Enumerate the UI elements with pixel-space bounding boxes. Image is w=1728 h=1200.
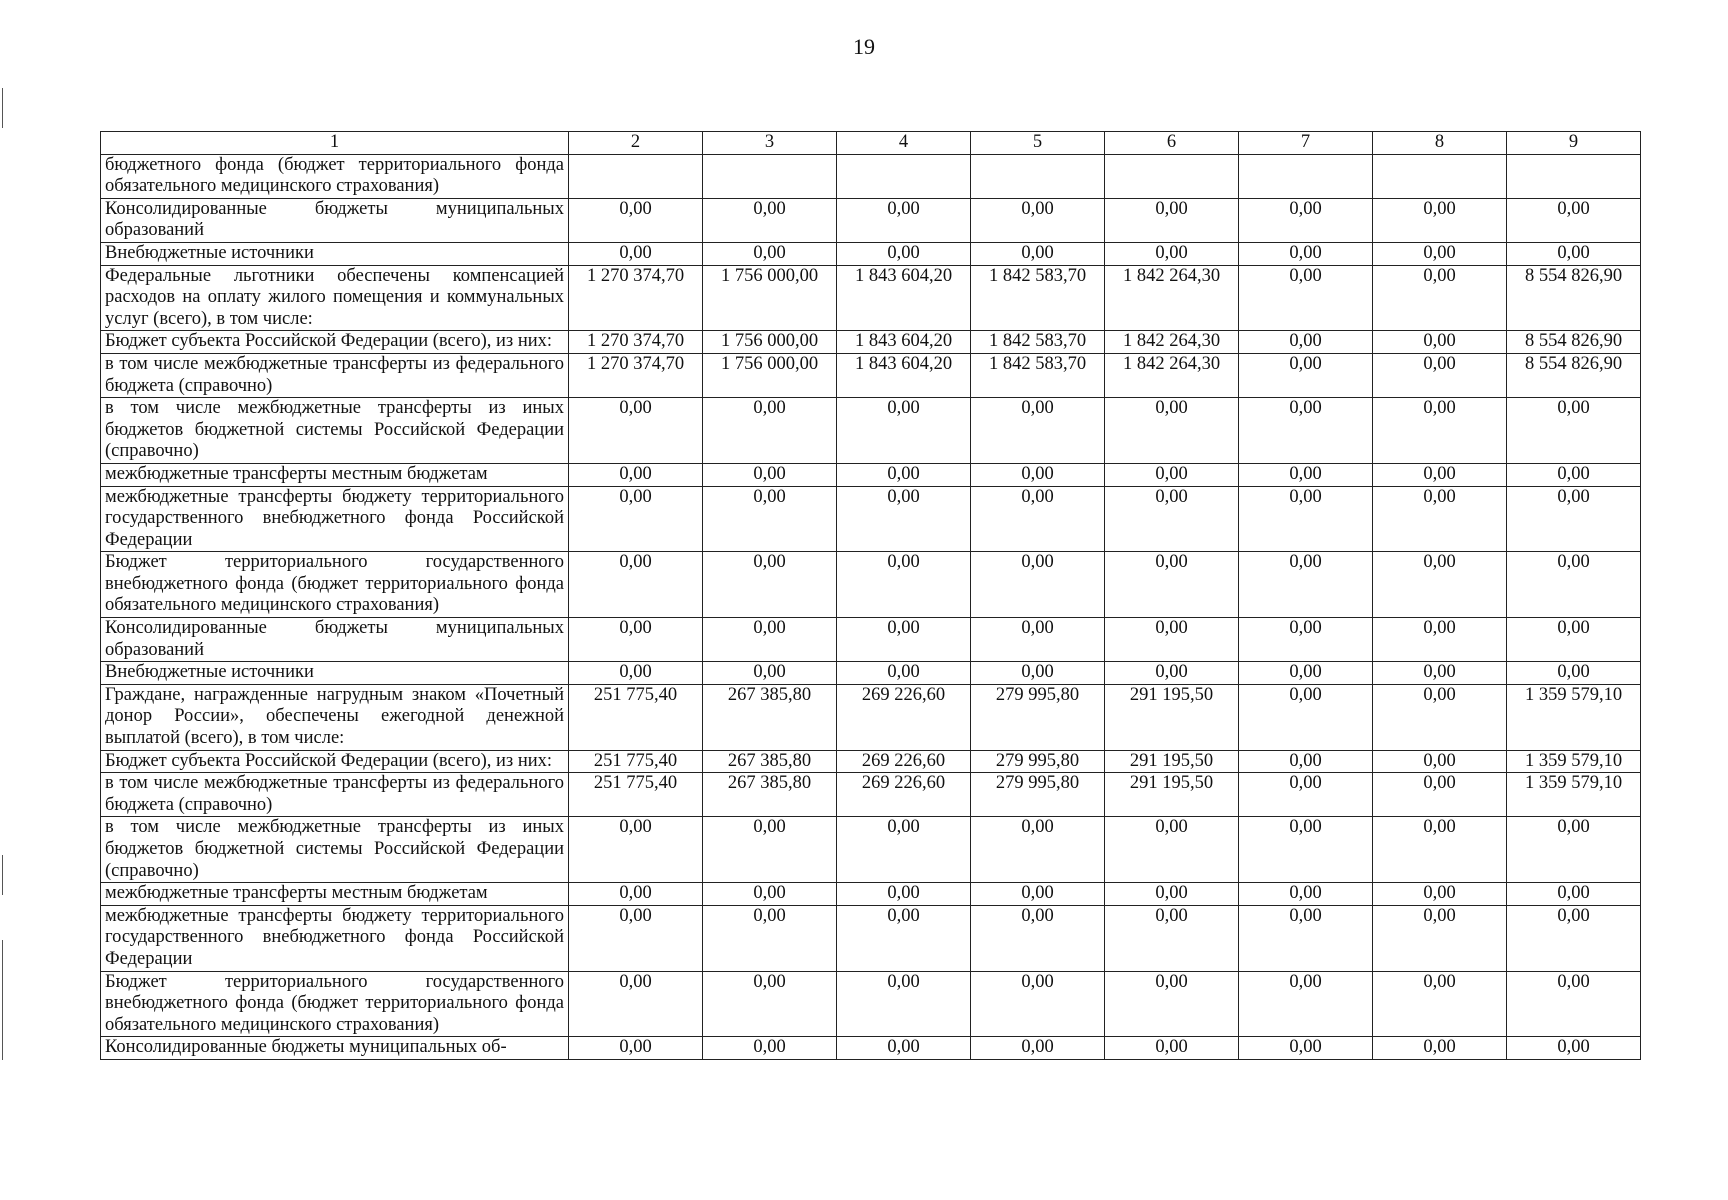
value-cell: 0,00 [1373, 905, 1507, 971]
value-cell: 1 842 583,70 [971, 353, 1105, 397]
value-cell: 0,00 [703, 398, 837, 464]
row-label: межбюджетные трансферты местным бюджетам [101, 883, 569, 906]
table-row [101, 971, 1641, 1037]
value-cell: 0,00 [1239, 486, 1373, 552]
value-cell: 0,00 [1373, 198, 1507, 242]
value-cell: 0,00 [1105, 662, 1239, 685]
column-number-header: 9 [1507, 132, 1641, 155]
value-cell: 1 270 374,70 [569, 331, 703, 354]
value-cell: 0,00 [837, 552, 971, 618]
value-cell: 0,00 [1373, 618, 1507, 662]
value-cell: 0,00 [1239, 463, 1373, 486]
value-cell: 0,00 [1239, 618, 1373, 662]
value-cell: 291 195,50 [1105, 773, 1239, 817]
value-cell: 0,00 [1239, 1037, 1373, 1060]
row-label: Консолидированные бюджеты муниципальных об- [101, 1037, 569, 1060]
value-cell: 0,00 [971, 552, 1105, 618]
scan-edge-mark [2, 855, 3, 895]
table-row [101, 552, 1641, 618]
value-cell: 0,00 [1239, 750, 1373, 773]
row-label: Консолидированные бюджеты муниципальных образований [101, 198, 569, 242]
value-cell: 279 995,80 [971, 773, 1105, 817]
value-cell: 1 756 000,00 [703, 265, 837, 331]
value-cell: 279 995,80 [971, 684, 1105, 750]
table-body [101, 132, 1641, 1060]
table-row [101, 750, 1641, 773]
value-cell: 0,00 [1373, 684, 1507, 750]
table-row [101, 773, 1641, 817]
value-cell: 0,00 [837, 971, 971, 1037]
value-cell: 0,00 [1105, 242, 1239, 265]
value-cell: 269 226,60 [837, 684, 971, 750]
value-cell: 0,00 [1373, 552, 1507, 618]
value-cell: 251 775,40 [569, 773, 703, 817]
value-cell: 0,00 [1507, 817, 1641, 883]
value-cell: 0,00 [971, 398, 1105, 464]
value-cell: 269 226,60 [837, 750, 971, 773]
row-label: в том числе межбюджетные трансферты из иных бюджетов бюджетной системы Российской Федерации (справочно) [101, 398, 569, 464]
value-cell: 0,00 [837, 198, 971, 242]
value-cell: 0,00 [1373, 971, 1507, 1037]
table-row [101, 1037, 1641, 1060]
value-cell: 0,00 [837, 905, 971, 971]
table-row [101, 486, 1641, 552]
scan-edge-mark [2, 88, 3, 128]
value-cell: 0,00 [569, 817, 703, 883]
value-cell [1507, 154, 1641, 198]
table-row [101, 463, 1641, 486]
value-cell: 0,00 [837, 486, 971, 552]
value-cell: 1 359 579,10 [1507, 750, 1641, 773]
value-cell: 0,00 [1373, 817, 1507, 883]
value-cell: 0,00 [569, 552, 703, 618]
value-cell: 0,00 [1239, 773, 1373, 817]
value-cell: 0,00 [1105, 486, 1239, 552]
value-cell: 251 775,40 [569, 684, 703, 750]
row-label: Бюджет территориального государственного внебюджетного фонда (бюджет территориального фонда обязательного медицинского страхования) [101, 552, 569, 618]
value-cell: 0,00 [1239, 883, 1373, 906]
value-cell: 0,00 [703, 552, 837, 618]
table-row [101, 331, 1641, 354]
value-cell: 0,00 [703, 242, 837, 265]
value-cell: 0,00 [1239, 398, 1373, 464]
budget-table [100, 131, 1641, 1060]
value-cell: 0,00 [1507, 971, 1641, 1037]
value-cell: 0,00 [971, 971, 1105, 1037]
scan-edge-mark [2, 940, 3, 1060]
value-cell: 0,00 [1105, 971, 1239, 1037]
table-header-row [101, 132, 1641, 155]
row-label: Бюджет субъекта Российской Федерации (всего), из них: [101, 750, 569, 773]
value-cell: 267 385,80 [703, 773, 837, 817]
value-cell: 0,00 [703, 618, 837, 662]
value-cell: 0,00 [1373, 1037, 1507, 1060]
value-cell: 251 775,40 [569, 750, 703, 773]
row-label: в том числе межбюджетные трансферты из федерального бюджета (справочно) [101, 773, 569, 817]
value-cell: 0,00 [971, 618, 1105, 662]
value-cell: 0,00 [1373, 773, 1507, 817]
value-cell: 0,00 [703, 1037, 837, 1060]
column-number-header: 5 [971, 132, 1105, 155]
value-cell: 0,00 [1373, 242, 1507, 265]
value-cell: 267 385,80 [703, 684, 837, 750]
value-cell: 0,00 [1507, 198, 1641, 242]
row-label: Федеральные льготники обеспечены компенсацией расходов на оплату жилого помещения и коммунальных услуг (всего), в том числе: [101, 265, 569, 331]
value-cell: 0,00 [569, 1037, 703, 1060]
row-label: Бюджет территориального государственного внебюджетного фонда (бюджет территориального фонда обязательного медицинского страхования) [101, 971, 569, 1037]
table-row [101, 662, 1641, 685]
row-label: Консолидированные бюджеты муниципальных образований [101, 618, 569, 662]
row-label: Внебюджетные источники [101, 242, 569, 265]
table-row [101, 242, 1641, 265]
table-row [101, 265, 1641, 331]
value-cell: 1 842 264,30 [1105, 353, 1239, 397]
value-cell: 0,00 [1507, 618, 1641, 662]
row-label: Бюджет субъекта Российской Федерации (всего), из них: [101, 331, 569, 354]
value-cell: 291 195,50 [1105, 750, 1239, 773]
table-row [101, 154, 1641, 198]
value-cell: 0,00 [1105, 817, 1239, 883]
value-cell: 0,00 [1373, 750, 1507, 773]
value-cell: 0,00 [837, 398, 971, 464]
value-cell: 0,00 [971, 242, 1105, 265]
value-cell: 0,00 [1507, 883, 1641, 906]
table-row [101, 198, 1641, 242]
value-cell: 0,00 [1373, 331, 1507, 354]
column-number-header: 2 [569, 132, 703, 155]
value-cell: 0,00 [703, 463, 837, 486]
value-cell: 0,00 [703, 817, 837, 883]
value-cell: 0,00 [837, 618, 971, 662]
value-cell [837, 154, 971, 198]
row-label: межбюджетные трансферты бюджету территориального государственного внебюджетного фонда Российской Федерации [101, 905, 569, 971]
table-row [101, 618, 1641, 662]
value-cell: 0,00 [1239, 971, 1373, 1037]
value-cell: 0,00 [1507, 463, 1641, 486]
value-cell: 0,00 [1507, 1037, 1641, 1060]
value-cell: 0,00 [569, 905, 703, 971]
value-cell: 0,00 [1507, 486, 1641, 552]
value-cell: 0,00 [1507, 398, 1641, 464]
value-cell: 1 270 374,70 [569, 265, 703, 331]
value-cell [971, 154, 1105, 198]
value-cell: 0,00 [1239, 905, 1373, 971]
row-label: Граждане, награжденные нагрудным знаком «Почетный донор России», обеспечены ежегодной денежной выплатой (всего), в том числе: [101, 684, 569, 750]
value-cell: 0,00 [837, 662, 971, 685]
value-cell: 0,00 [971, 662, 1105, 685]
value-cell: 0,00 [1239, 198, 1373, 242]
column-number-header: 3 [703, 132, 837, 155]
page-number: 19 [853, 34, 875, 59]
value-cell: 0,00 [1373, 662, 1507, 685]
row-label: в том числе межбюджетные трансферты из федерального бюджета (справочно) [101, 353, 569, 397]
value-cell: 0,00 [703, 971, 837, 1037]
table-row [101, 817, 1641, 883]
value-cell: 0,00 [837, 883, 971, 906]
value-cell: 1 756 000,00 [703, 331, 837, 354]
value-cell: 1 843 604,20 [837, 265, 971, 331]
value-cell: 0,00 [1373, 353, 1507, 397]
value-cell: 0,00 [1239, 353, 1373, 397]
value-cell: 0,00 [1239, 684, 1373, 750]
value-cell: 0,00 [703, 198, 837, 242]
column-number-header: 4 [837, 132, 971, 155]
value-cell: 0,00 [1105, 618, 1239, 662]
value-cell: 1 842 583,70 [971, 331, 1105, 354]
value-cell: 0,00 [971, 883, 1105, 906]
value-cell: 0,00 [837, 242, 971, 265]
value-cell: 0,00 [703, 662, 837, 685]
value-cell: 0,00 [1373, 463, 1507, 486]
value-cell: 0,00 [1105, 198, 1239, 242]
table-row [101, 353, 1641, 397]
value-cell: 8 554 826,90 [1507, 331, 1641, 354]
value-cell: 0,00 [1507, 242, 1641, 265]
value-cell: 0,00 [1373, 265, 1507, 331]
value-cell [569, 154, 703, 198]
value-cell: 8 554 826,90 [1507, 265, 1641, 331]
value-cell: 0,00 [1105, 1037, 1239, 1060]
value-cell: 1 843 604,20 [837, 331, 971, 354]
row-label: межбюджетные трансферты бюджету территориального государственного внебюджетного фонда Российской Федерации [101, 486, 569, 552]
value-cell: 1 842 264,30 [1105, 331, 1239, 354]
value-cell: 0,00 [971, 486, 1105, 552]
value-cell: 1 843 604,20 [837, 353, 971, 397]
value-cell: 0,00 [1105, 883, 1239, 906]
value-cell: 0,00 [971, 198, 1105, 242]
value-cell: 0,00 [1105, 552, 1239, 618]
column-number-header: 7 [1239, 132, 1373, 155]
value-cell: 0,00 [1507, 905, 1641, 971]
value-cell: 0,00 [1507, 662, 1641, 685]
value-cell: 0,00 [1373, 486, 1507, 552]
value-cell: 291 195,50 [1105, 684, 1239, 750]
value-cell: 1 842 264,30 [1105, 265, 1239, 331]
value-cell: 1 756 000,00 [703, 353, 837, 397]
value-cell: 0,00 [837, 1037, 971, 1060]
value-cell [1373, 154, 1507, 198]
row-label: межбюджетные трансферты местным бюджетам [101, 463, 569, 486]
value-cell: 0,00 [1373, 883, 1507, 906]
value-cell [1239, 154, 1373, 198]
value-cell [1105, 154, 1239, 198]
column-number-header: 8 [1373, 132, 1507, 155]
value-cell: 279 995,80 [971, 750, 1105, 773]
value-cell: 0,00 [1239, 265, 1373, 331]
value-cell: 0,00 [1373, 398, 1507, 464]
row-label: Внебюджетные источники [101, 662, 569, 685]
value-cell: 0,00 [569, 883, 703, 906]
table-row [101, 684, 1641, 750]
value-cell: 0,00 [971, 817, 1105, 883]
value-cell: 8 554 826,90 [1507, 353, 1641, 397]
value-cell: 0,00 [1105, 463, 1239, 486]
budget-table-container [100, 131, 1640, 1060]
value-cell: 0,00 [837, 817, 971, 883]
value-cell: 0,00 [971, 905, 1105, 971]
value-cell: 0,00 [703, 905, 837, 971]
value-cell: 0,00 [569, 618, 703, 662]
value-cell: 0,00 [569, 486, 703, 552]
value-cell: 0,00 [703, 883, 837, 906]
value-cell: 267 385,80 [703, 750, 837, 773]
value-cell: 0,00 [1239, 662, 1373, 685]
value-cell: 0,00 [1239, 552, 1373, 618]
table-row [101, 905, 1641, 971]
column-number-header: 1 [101, 132, 569, 155]
value-cell: 0,00 [569, 971, 703, 1037]
value-cell: 0,00 [971, 1037, 1105, 1060]
value-cell: 1 359 579,10 [1507, 684, 1641, 750]
value-cell: 0,00 [971, 463, 1105, 486]
value-cell: 0,00 [569, 198, 703, 242]
value-cell [703, 154, 837, 198]
value-cell: 0,00 [1105, 398, 1239, 464]
value-cell: 0,00 [1507, 552, 1641, 618]
value-cell: 0,00 [1239, 242, 1373, 265]
row-label: в том числе межбюджетные трансферты из иных бюджетов бюджетной системы Российской Федерации (справочно) [101, 817, 569, 883]
value-cell: 1 270 374,70 [569, 353, 703, 397]
row-label: бюджетного фонда (бюджет территориального фонда обязательного медицинского страхования) [101, 154, 569, 198]
table-row [101, 883, 1641, 906]
column-number-header: 6 [1105, 132, 1239, 155]
value-cell: 1 842 583,70 [971, 265, 1105, 331]
value-cell: 0,00 [569, 398, 703, 464]
value-cell: 0,00 [569, 463, 703, 486]
value-cell: 0,00 [569, 662, 703, 685]
value-cell: 0,00 [837, 463, 971, 486]
value-cell: 1 359 579,10 [1507, 773, 1641, 817]
value-cell: 0,00 [703, 486, 837, 552]
value-cell: 0,00 [1239, 331, 1373, 354]
value-cell: 0,00 [569, 242, 703, 265]
table-row [101, 398, 1641, 464]
value-cell: 0,00 [1105, 905, 1239, 971]
value-cell: 269 226,60 [837, 773, 971, 817]
value-cell: 0,00 [1239, 817, 1373, 883]
